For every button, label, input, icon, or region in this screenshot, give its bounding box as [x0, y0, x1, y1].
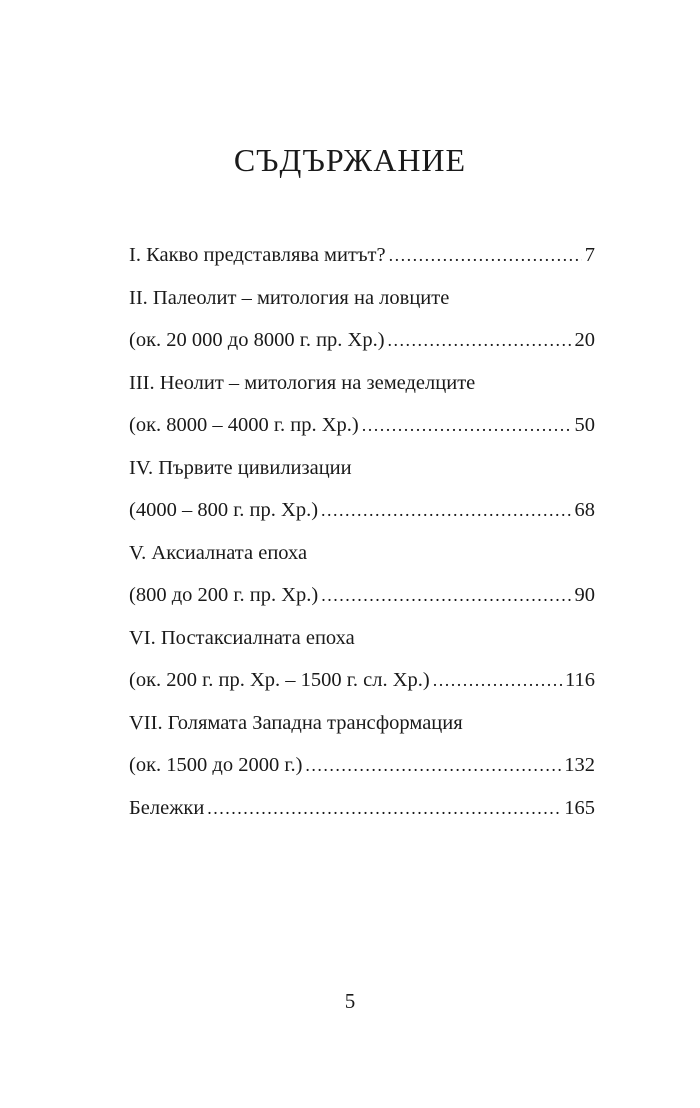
dot-leader	[207, 787, 561, 830]
toc-entry-page: 132	[564, 754, 595, 776]
toc-entry-subtitle: (ок. 20 000 до 8000 г. пр. Хр.)	[129, 329, 385, 351]
toc-entry-page: 50	[574, 414, 595, 436]
dot-leader	[389, 234, 582, 277]
toc-entry-paleolithic[interactable]	[129, 277, 595, 320]
dot-leader	[388, 319, 572, 362]
toc-entry-neolithic[interactable]	[129, 362, 595, 405]
toc-entry-neolithic-dates[interactable]	[129, 404, 595, 447]
page-title: СЪДЪРЖАНИЕ	[233, 142, 467, 178]
toc-entry-what-is-myth[interactable]	[129, 234, 595, 277]
toc-entry-axial-age-dates[interactable]	[129, 574, 595, 617]
toc-entry-great-western-transformation-dates[interactable]	[129, 744, 595, 787]
toc-entry-page: 7	[584, 244, 595, 266]
toc-entry-subtitle: (800 до 200 г. пр. Хр.)	[129, 584, 319, 606]
toc-entry-page: 165	[564, 796, 595, 819]
toc-entry-page: 68	[574, 499, 595, 521]
toc-entry-subtitle: (ок. 200 г. пр. Хр. – 1500 г. сл. Хр.)	[129, 669, 430, 691]
dot-leader	[305, 744, 561, 787]
toc-entry-page: 90	[574, 584, 595, 606]
toc-entry-title: V. Аксиалната епоха	[129, 541, 308, 564]
toc-entry-axial-age[interactable]	[129, 532, 595, 575]
dot-leader	[321, 574, 571, 617]
toc-entry-first-civilizations-dates[interactable]	[129, 489, 595, 532]
toc-entry-subtitle: (4000 – 800 г. пр. Хр.)	[129, 499, 319, 521]
toc-entry-title: I. Какво представлява митът?	[129, 244, 386, 266]
toc-entry-title: Бележки	[129, 796, 205, 819]
toc-entry-page: 116	[565, 669, 595, 691]
toc-entry-post-axial-age[interactable]	[129, 617, 595, 660]
toc-entry-subtitle: (ок. 1500 до 2000 г.)	[129, 754, 303, 776]
table-of-contents	[129, 234, 595, 829]
toc-entry-title: II. Палеолит – митология на ловците	[129, 286, 450, 309]
toc-entry-title: III. Неолит – митология на земеделците	[129, 371, 476, 394]
toc-entry-subtitle: (ок. 8000 – 4000 г. пр. Хр.)	[129, 414, 359, 436]
toc-entry-title: VI. Постаксиалната епоха	[129, 626, 355, 649]
toc-entry-title: VII. Голямата Западна трансформация	[129, 711, 463, 734]
dot-leader	[362, 404, 572, 447]
toc-entry-first-civilizations[interactable]	[129, 447, 595, 490]
dot-leader	[321, 489, 571, 532]
toc-entry-page: 20	[574, 329, 595, 351]
toc-entry-paleolithic-dates[interactable]	[129, 319, 595, 362]
toc-entry-notes[interactable]	[129, 787, 595, 830]
page-number: 5	[344, 989, 356, 1013]
dot-leader	[433, 659, 562, 702]
toc-entry-title: IV. Първите цивилизации	[129, 456, 352, 479]
toc-entry-great-western-transformation[interactable]	[129, 702, 595, 745]
toc-entry-post-axial-age-dates[interactable]	[129, 659, 595, 702]
